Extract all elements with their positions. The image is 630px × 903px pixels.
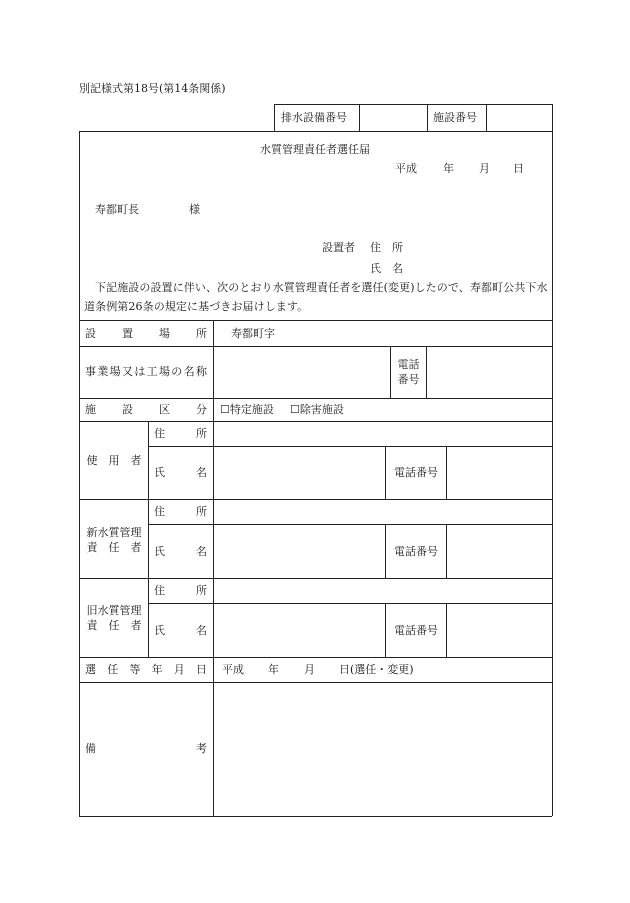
checkbox-icon[interactable]: ☐: [220, 403, 230, 416]
facility-category-label: 施 設 区 分: [85, 403, 207, 416]
remarks-label: 備 考: [85, 742, 207, 755]
new-manager-label: 新水質管理 責 任 者: [86, 526, 142, 554]
appointment-date-label: 選 任 等 年 月 日: [85, 663, 207, 676]
user-address-field[interactable]: [214, 422, 552, 446]
remarks-field[interactable]: [214, 683, 552, 816]
user-name-field[interactable]: [214, 447, 385, 499]
location-label: 設 置 場 所: [85, 327, 207, 340]
date-month-unit: 月: [479, 162, 490, 175]
new-manager-phone-field[interactable]: [447, 525, 552, 578]
date-era: 平成: [395, 162, 417, 175]
applicant-label: 設置者: [322, 241, 355, 254]
checkbox-icon[interactable]: ☐: [290, 403, 300, 416]
former-manager-name-label: 氏 名: [154, 624, 207, 637]
user-phone-field[interactable]: [447, 447, 552, 499]
user-address-label: 住 所: [154, 427, 207, 440]
new-manager-name-label: 氏 名: [154, 545, 207, 558]
addressee-name: 寿都町長: [95, 203, 139, 216]
former-manager-phone-label: 電話番号: [394, 624, 438, 637]
business-name-label: 事 業 場 又 は 工 場 の 名 称: [85, 365, 207, 378]
business-phone-field[interactable]: [427, 347, 552, 398]
date-day-unit: 日: [513, 162, 524, 175]
applicant-name-label: 氏 名: [370, 262, 403, 275]
applicant-address-label: 住 所: [370, 241, 403, 254]
user-label: 使 用 者: [86, 454, 142, 467]
former-manager-address-field[interactable]: [214, 579, 552, 603]
drain-facility-number-label: 排水設備番号: [281, 111, 347, 124]
date-year-unit: 年: [443, 162, 454, 175]
new-manager-address-label: 住 所: [154, 505, 207, 518]
former-manager-address-label: 住 所: [154, 584, 207, 597]
business-phone-label: 電話 番号: [397, 358, 420, 386]
intro-text: 下記施設の設置に伴い、次のとおり水質管理責任者を選任(変更)したので、寿都町公共下水道条例第26条の規定に基づきお届けします。: [84, 281, 548, 313]
user-phone-label: 電話番号: [394, 466, 438, 479]
former-manager-name-field[interactable]: [214, 604, 385, 657]
form-title: 水質管理責任者選任届: [260, 143, 370, 156]
form-number: 別記様式第18号(第14条関係): [79, 82, 226, 95]
specified-facility-option[interactable]: ☐特定施設: [220, 403, 274, 416]
new-manager-address-field[interactable]: [214, 500, 552, 524]
former-manager-label: 旧水質管理 責 任 者: [86, 604, 142, 632]
former-manager-phone-field[interactable]: [447, 604, 552, 657]
business-name-field[interactable]: [214, 347, 390, 398]
user-name-label: 氏 名: [154, 466, 207, 479]
new-manager-name-field[interactable]: [214, 525, 385, 578]
pretreatment-facility-option[interactable]: ☐除害施設: [290, 403, 344, 416]
new-manager-phone-label: 電話番号: [394, 545, 438, 558]
addressee-honorific: 様: [189, 203, 200, 216]
facility-number-label: 施設番号: [433, 111, 477, 124]
location-value[interactable]: 寿都町字: [231, 327, 275, 340]
